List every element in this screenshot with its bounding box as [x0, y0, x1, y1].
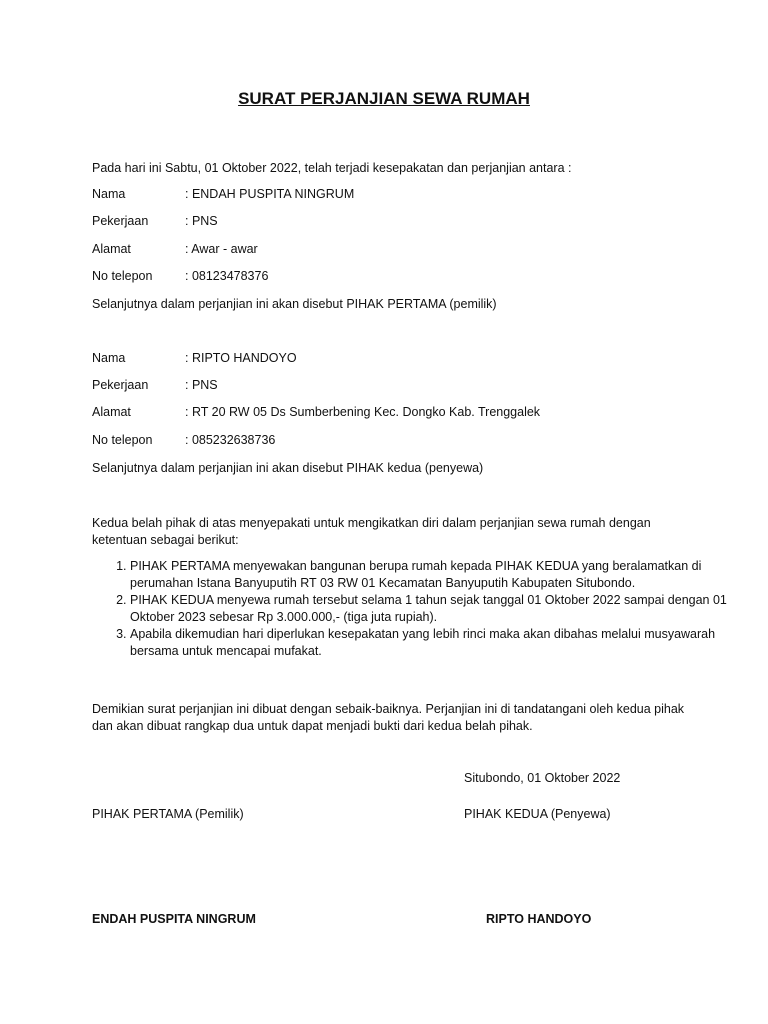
party2-telepon-value: : 085232638736	[185, 433, 276, 447]
party1-nama-label: Nama	[92, 187, 126, 201]
party1-nama-value: : ENDAH PUSPITA NINGRUM	[185, 187, 355, 201]
sign-left-name: ENDAH PUSPITA NINGRUM	[92, 912, 256, 926]
party2-alamat-value: : RT 20 RW 05 Ds Sumberbening Kec. Dongko Kab. Trenggalek	[185, 405, 541, 419]
terms-list	[92, 558, 730, 660]
party2-telepon-label: No telepon	[92, 433, 153, 447]
party1-alamat-value: : Awar - awar	[185, 242, 258, 256]
term-item: 1. PIHAK PERTAMA menyewakan bangunan berupa rumah kepada PIHAK KEDUA yang beralamatkan di perumahan Istana Banyuputih RT 03 RW 01 Kecamatan Banyuputih Kabupaten Situbondo.	[130, 558, 730, 592]
party2-nama-value: : RIPTO HANDOYO	[185, 351, 297, 365]
party2-designation: Selanjutnya dalam perjanjian ini akan disebut PIHAK kedua (penyewa)	[92, 461, 484, 475]
sign-right-name: RIPTO HANDOYO	[486, 912, 592, 926]
party1-telepon-value: : 08123478376	[185, 269, 269, 283]
agreement-intro-paragraph: Kedua belah pihak di atas menyepakati untuk mengikatkan diri dalam perjanjian sewa rumah dengan ketentuan sebagai berikut:	[92, 516, 651, 547]
term-item: 2. PIHAK KEDUA menyewa rumah tersebut selama 1 tahun sejak tanggal 01 Oktober 2022 sampai dengan 01 Oktober 2023 sebesar Rp 3.000.000,- (tiga juta rupiah).	[130, 592, 730, 626]
party1-pekerjaan-value: : PNS	[185, 214, 218, 228]
party1-designation: Selanjutnya dalam perjanjian ini akan disebut PIHAK PERTAMA (pemilik)	[92, 297, 497, 311]
party2-pekerjaan-label: Pekerjaan	[92, 378, 149, 392]
sign-left-role: PIHAK PERTAMA (Pemilik)	[92, 807, 244, 821]
party1-telepon-label: No telepon	[92, 269, 153, 283]
document-title: SURAT PERJANJIAN SEWA RUMAH	[238, 89, 530, 108]
closing-paragraph: Demikian surat perjanjian ini dibuat dengan sebaik-baiknya. Perjanjian ini di tandatangani oleh kedua pihak dan akan dibuat rangkap dua untuk dapat menjadi bukti dari kedua belah pihak.	[92, 702, 685, 733]
party2-pekerjaan-value: : PNS	[185, 378, 218, 392]
party1-pekerjaan-label: Pekerjaan	[92, 214, 149, 228]
place-date: Situbondo, 01 Oktober 2022	[464, 771, 621, 785]
party2-nama-label: Nama	[92, 351, 126, 365]
sign-right-role: PIHAK KEDUA (Penyewa)	[464, 807, 611, 821]
intro-paragraph: Pada hari ini Sabtu, 01 Oktober 2022, telah terjadi kesepakatan dan perjanjian antara :	[92, 161, 572, 175]
party1-alamat-label: Alamat	[92, 242, 131, 256]
party2-alamat-label: Alamat	[92, 405, 131, 419]
term-item: 3. Apabila dikemudian hari diperlukan kesepakatan yang lebih rinci maka akan dibahas melalui musyawarah bersama untuk mencapai mufakat.	[130, 626, 730, 660]
